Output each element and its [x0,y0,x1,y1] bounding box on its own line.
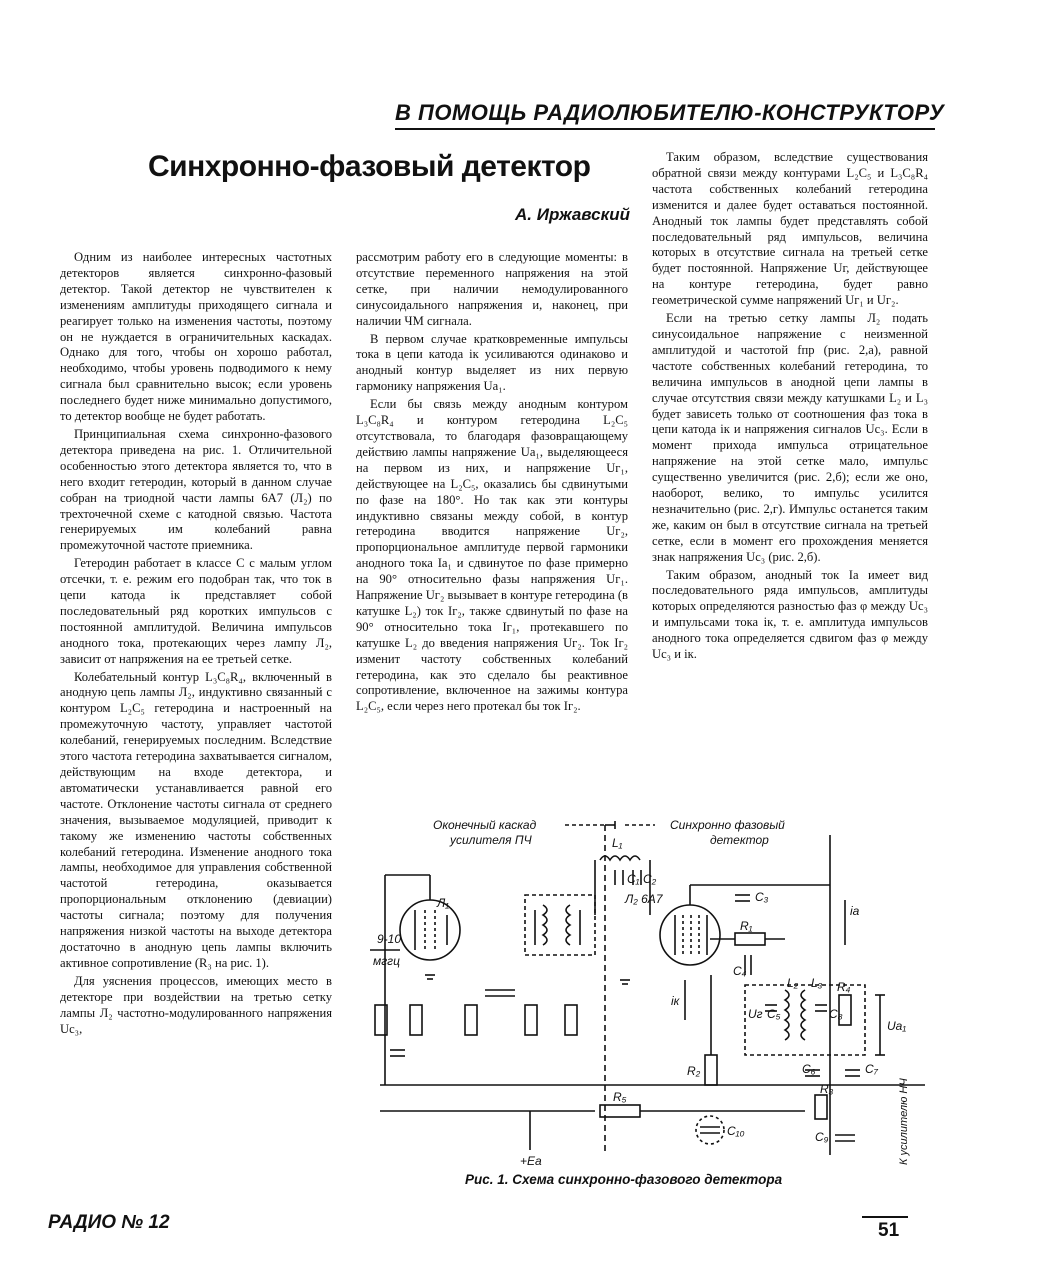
paragraph: рассмотрим работу его в следующие моменты: в отсутствие переменного напряжения на этой сетке, при наличии немодулированного синусоидального напряжения и, наконец, при наличии ЧМ сигнала. [356,250,628,328]
journal-name: РАДИО № 12 [48,1212,170,1233]
paragraph: Таким образом, анодный ток Iа имеет вид последовательного ряда импульсов, амплитуды которых определяются разностью фаз φ между Uс₃ и импульсами тока iк, т. е. амплитуда импульсов анодного тока определяется сдвигом фаз φ между Uс₃ и iк. [652,567,928,662]
column-2 [356,250,628,715]
label-ia: iа [850,904,860,918]
label-C3: C₃ [755,890,769,904]
label-right-block: Синхронно фазовый [670,818,785,832]
label-tube1: Л₁ [437,896,450,910]
label-C9: C₉ [815,1130,829,1144]
label-C7: C₇ [865,1062,878,1076]
label-C2: C₂ [643,872,657,886]
label-tube2: Л₂ 6А7 [625,892,663,906]
paragraph: Если бы связь между анодным контуром L₃C₈R₄ и контуром гетеродина L₂C₅ отсутствовала, то благодаря фазовращающему действию лампы напряжение Uа₁, выделяющееся на первом из них, и напряжение Uг₁, действующее на L₂C₅, оказались бы сдвинутыми по фазе на 180°. Но так как эти контуры индуктивно связаны между собой, в контур гетеродина вводится напряжение Uг₂, пропорциональное амплитуде первой гармоники анодного тока Iа₁ и сдвинутое по фазе примерно на 90° относительно фазы напряжения Uг₁. Напряжение Uг₂ вызывает в контуре гетеродина (в катушке L₂) ток Iг₂, также сдвинутый по фазе на 90° относительно тока Iг₁, протекавшего по катушке L₂ до введения напряжения Uг₂. Ток Iг₂ изменит частоту собственных колебаний гетеродина, как это сделало бы реактивное сопротивление, включенное на зажимы контура L₂C₅, если через него протекал бы ток Iг₂. [356,397,628,714]
label-L1: L₁ [612,836,623,850]
paragraph: Таким образом, вследствие существования обратной связи между контурами L₂C₅ и L₃C₈R₄ частота собственных колебаний гетеродина изменится и далее будет оставаться постоянной. Анодный ток лампы будет представлять собой последовательный ряд импульсов, величина которых в отсутствие сигнала на третьей сетке будет постоянной. Напряжение Uг, действующее на контуре гетеродина, будет равно геометрической сумме напряжений Uг₁ и Uг₂. [652,150,928,308]
section-header: В ПОМОЩЬ РАДИОЛЮБИТЕЛЮ-КОНСТРУКТОРУ [395,100,945,125]
label-C5: C₅ [767,1007,781,1021]
paragraph: Если на третью сетку лампы Л₂ подать синусоидальное напряжение с неизменной амплитудой и частотой fпр (рис. 2,а), равной частоте собственных колебаний гетеродина, то величина импульсов в анодной цепи лампы в случае отсутствия связи между катушками L₂ и L₃ будет зависеть только от соотношения фаз тока в цепи катода iк и напряжения сигналов Uс₃. Если в момент прихода импульса отрицательное напряжение на этой сетке мало, импульс существенно увеличится (рис. 2,б); если же оно, наоборот, велико, то импульс усилится незначительно (рис. 2,г). Импульс останется таким же, каким он был в отсутствие сигнала на третьей сетке, если в момент его прохождения меняется знак напряжения Uс₃ (рис. 2,б). [652,311,928,564]
circuit-schematic [365,815,925,1175]
label-left-block-2: усилителя ПЧ [450,833,532,847]
label-R5: R₅ [613,1090,627,1104]
label-Ea: +Eа [520,1154,542,1168]
paragraph: Одним из наиболее интересных частотных детекторов является синхронно-фазовый детектор. Такой детектор не чувствителен к изменениям амплитуды приходящего сигнала и реагирует только на изменения частоты, поэтому он не нуждается в ограничительных каскадах. Однако для того, чтобы он хорошо работал, необходимо, чтобы уровень подводимого к нему сигнала был сравнительно высок; если уровень последнего будет ниже минимально допустимого, то детектор вообще не будет работать. [60,250,332,424]
label-C1: C₁ [627,872,640,886]
paragraph: Принципиальная схема синхронно-фазового детектора приведена на рис. 1. Отличительной особенностью этого детектора является то, что в него входит гетеродин, который в данном случае собран на триодной части лампы 6А7 (Л₂) по трехточечной схеме с катодной связью. Частота генерируемых им колебаний равна промежуточной частоте приемника. [60,426,332,553]
column-3 [652,150,928,663]
paragraph: Колебательный контур L₃C₈R₄, включенный в анодную цепь лампы Л₂, индуктивно связанный с контуром L₂C₅ гетеродина и настроенный на промежуточную частоту, управляет частотой колебаний, генерируемых последним. Вследствие этого частота гетеродина захватывается сигналом, действующим на входе детектора, и автоматически устанавливается равной его частоте. Отклонение частоты сигнала от среднего значения, вызываемое модуляцией, приводит к такому же изменению частоты собственных колебаний гетеродина. Изменение анодного тока лампы, необходимое для управления собственной частотой гетеродина, оказывается пропорциональным отклонению (девиации) частоты сигнала; поэтому для получения напряжения низкой частоты на выходе детектора достаточно в анодную цепь лампы включить активное сопротивление (R₃ на рис. 1). [60,669,332,970]
label-L2: L₂ [787,976,799,990]
label-R2: R₂ [687,1064,701,1078]
label-R1: R₁ [740,919,753,933]
label-ik: iк [671,994,680,1008]
label-right-block-2: детектор [710,833,769,847]
label-left-block: Оконечный каскад [433,818,537,832]
label-Ua1: Ua₁ [887,1019,907,1033]
header-rule [395,128,935,130]
figure-caption: Рис. 1. Схема синхронно-фазового детектора [465,1172,783,1187]
label-L3: L₃ [811,976,823,990]
label-C6: C₆ [802,1062,816,1076]
label-R3: R₃ [820,1082,834,1096]
page-number-rule [862,1216,908,1218]
paragraph: Для уяснения процессов, имеющих место в детекторе при воздействии на третью сетку лампы Л₂ частотно-модулированного напряжения Uс₃, [60,973,332,1036]
label-input: 9-10 [377,932,402,946]
article-title: Синхронно-фазовый детектор [148,150,591,183]
label-R4: R₄ [837,980,851,994]
label-output: К усилителю НЧ [898,1078,910,1165]
label-Ug: Uг [748,1007,763,1021]
label-C4: C₄ [733,964,747,978]
label-C8: C₈ [829,1007,843,1021]
paragraph: В первом случае кратковременные импульсы тока в цепи катода iк усиливаются одинаково и анодный контур выделяет из них первую гармонику напряжения Uа₁. [356,331,628,394]
page-number: 51 [878,1220,900,1241]
label-input-unit: мггц [373,954,400,968]
column-1 [60,250,332,1037]
label-C10: C₁₀ [727,1124,745,1138]
article-author: А. Иржавский [515,205,630,224]
paragraph: Гетеродин работает в классе С с малым углом отсечки, т. е. режим его подобран так, что ток в цепи катода iк представляет собой последовательный ряд коротких импульсов с постоянной амплитудой. Величина импульсов анодного тока, протекающих через лампу Л₂, зависит от напряжения на ее третьей сетке. [60,556,332,666]
